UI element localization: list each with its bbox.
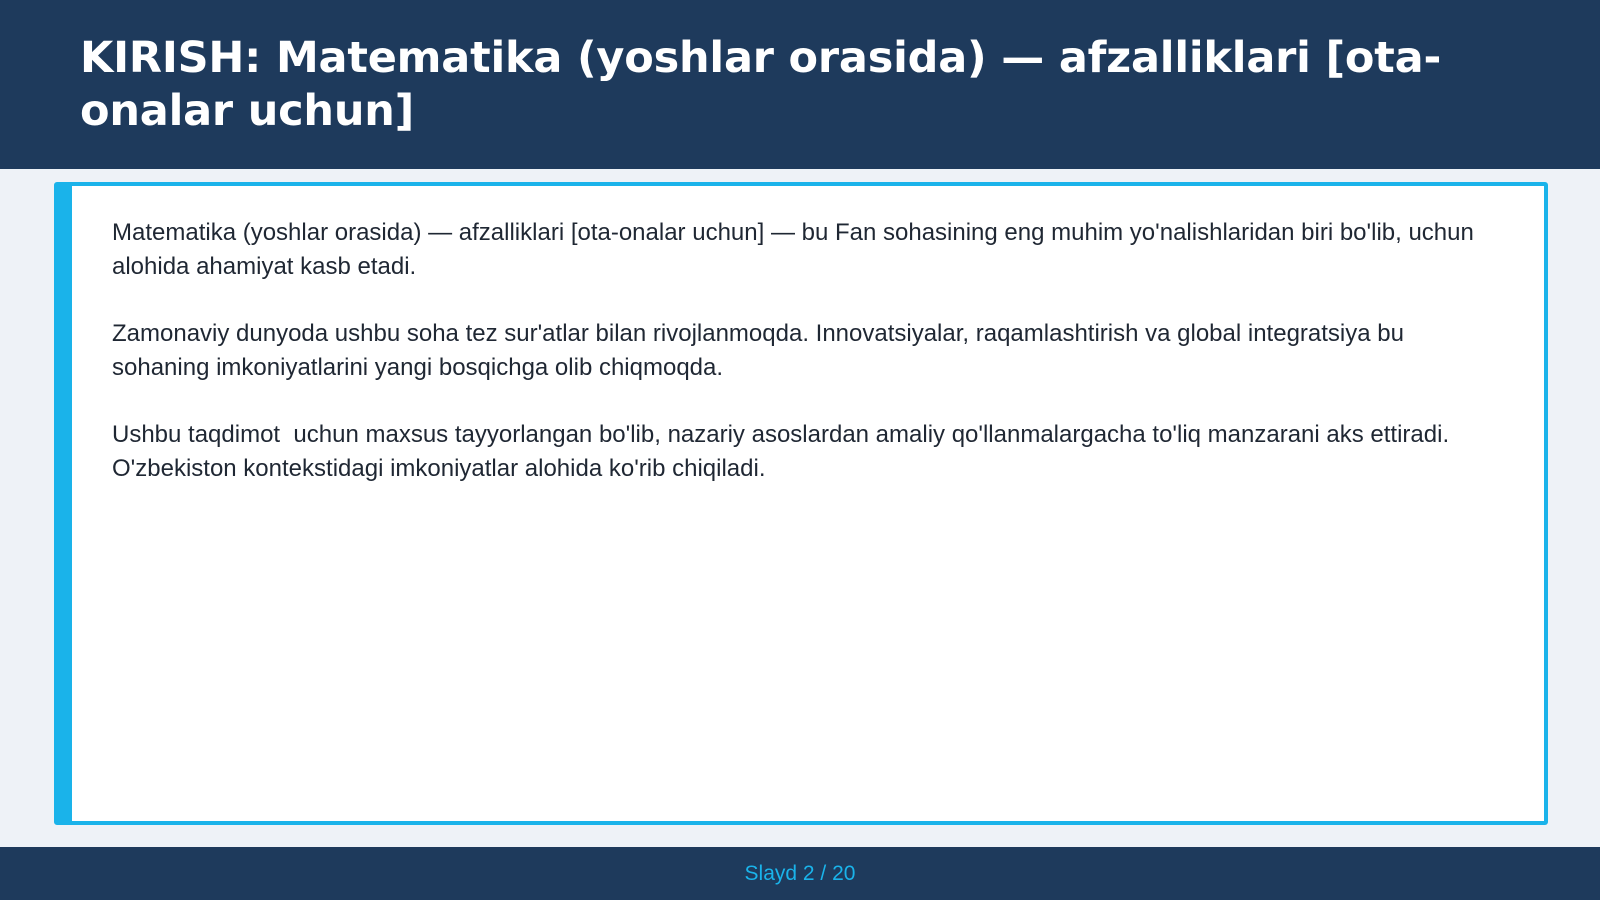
paragraph-intro: Matematika (yoshlar orasida) — afzalliklari [ota-onalar uchun] — bu Fan sohasining eng muhim yo'nalishlaridan biri bo'lib, uchun alohida ahamiyat kasb etadi. — [112, 219, 1481, 280]
slide-header — [0, 0, 1600, 169]
slide-title: KIRISH: Matematika (yoshlar orasida) — afzalliklari [ota-onalar uchun] — [80, 33, 1442, 136]
paragraph-presentation-purpose: Ushbu taqdimot uchun maxsus tayyorlangan bo'lib, nazariy asoslardan amaliy qo'llanmalargacha to'liq manzarani aks ettiradi. O'zbekiston kontekstidagi imkoniyatlar alohida ko'rib chiqiladi. — [112, 421, 1456, 482]
slide-footer — [0, 847, 1600, 900]
content-card — [54, 182, 1548, 825]
paragraph-modern-world: Zamonaviy dunyoda ushbu soha tez sur'atlar bilan rivojlanmoqda. Innovatsiyalar, raqamlashtirish va global integratsiya bu sohaning imkoniyatlarini yangi bosqichga olib chiqmoqda. — [112, 320, 1411, 381]
slide-counter: Slayd 2 / 20 — [744, 861, 856, 885]
